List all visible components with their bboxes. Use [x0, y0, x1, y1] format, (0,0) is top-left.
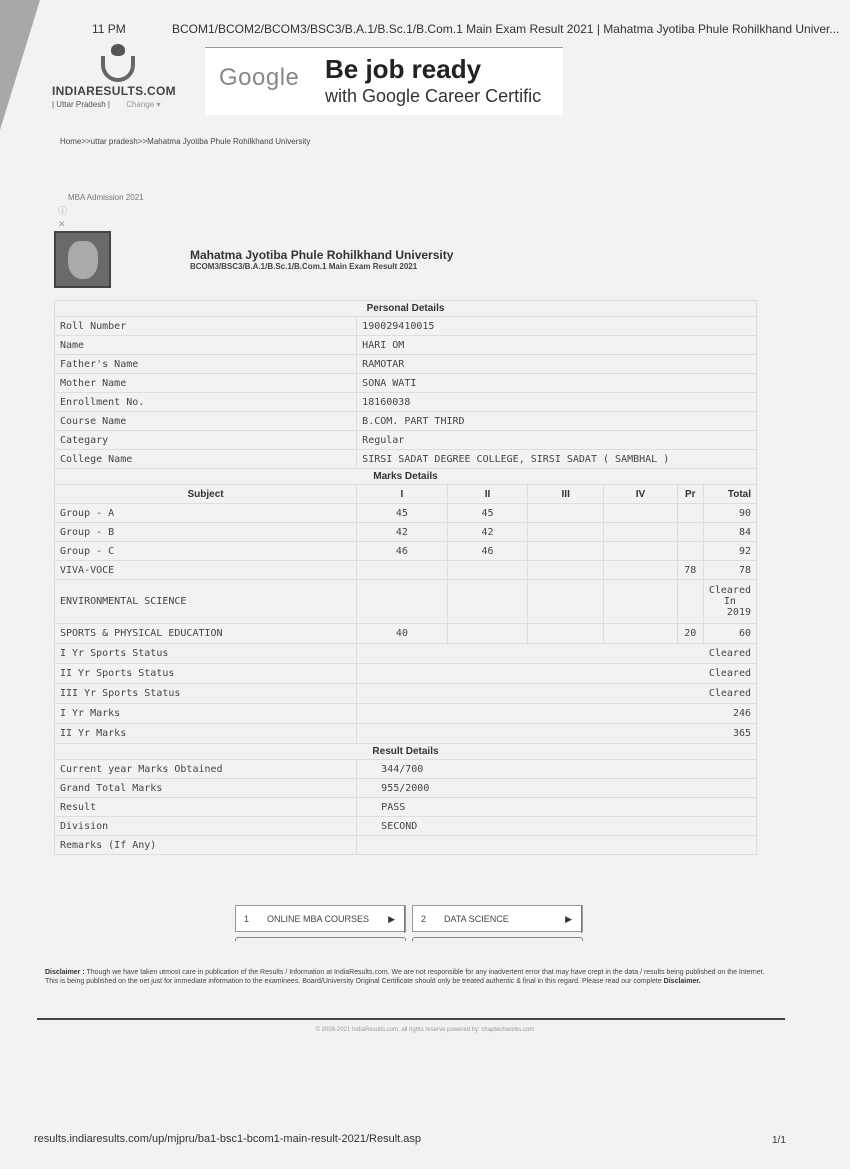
nav-underline: [235, 937, 406, 941]
logo-text: INDIARESULTS.COM: [52, 84, 176, 98]
col-paper-i: I: [357, 485, 447, 504]
field-label: Mother Name: [55, 374, 357, 393]
table-row: [55, 644, 757, 664]
google-logo: Google: [219, 64, 300, 91]
table-row: [55, 624, 757, 644]
mini-ad-label[interactable]: MBA Admission 2021: [68, 193, 144, 202]
exam-name: BCOM3/BSC3/B.A.1/B.Sc.1/B.Com.1 Main Exam Result 2021: [190, 262, 418, 271]
total-mark: 60: [703, 624, 756, 644]
result-label: Remarks (If Any): [55, 836, 357, 855]
status-label: II Yr Sports Status: [55, 664, 357, 684]
close-icon[interactable]: ✕: [58, 219, 66, 229]
table-row: [55, 817, 757, 836]
page-url: results.indiaresults.com/up/mjpru/ba1-bsc1-bcom1-main-result-2021/Result.asp: [34, 1133, 421, 1145]
status-label: I Yr Marks: [55, 704, 357, 724]
table-row: [55, 450, 757, 469]
field-label: Name: [55, 336, 357, 355]
paper-i-mark: [357, 580, 447, 624]
info-icon[interactable]: ⓘ: [58, 206, 68, 216]
col-subject: Subject: [55, 485, 357, 504]
paper-iii-mark: [528, 624, 604, 644]
table-row: [55, 561, 757, 580]
table-row: [55, 684, 757, 704]
field-value: Regular: [357, 431, 757, 450]
nav-label: ONLINE MBA COURSES: [267, 913, 370, 924]
field-value: HARI OM: [357, 336, 757, 355]
field-label: Categary: [55, 431, 357, 450]
paper-ii-mark: 42: [447, 523, 528, 542]
col-total: Total: [703, 485, 756, 504]
paper-ii-mark: [447, 580, 528, 624]
status-value: Cleared: [357, 644, 757, 664]
page-number: 1/1: [772, 1135, 786, 1146]
copyright: © 2009-2021 IndiaResults.com, all rights reserve powered by: chaptechworks.com: [315, 1027, 535, 1033]
total-mark: 84: [703, 523, 756, 542]
total-line: Cleared: [708, 585, 751, 596]
site-logo[interactable]: [52, 42, 192, 109]
field-label: Enrollment No.: [55, 393, 357, 412]
personal-details-heading: Personal Details: [55, 301, 757, 317]
result-details-heading: Result Details: [55, 744, 757, 760]
field-label: Father's Name: [55, 355, 357, 374]
disclaimer-lead: Disclaimer :: [45, 969, 85, 976]
paper-iv-mark: [604, 624, 678, 644]
table-row: [55, 393, 757, 412]
page-title: BCOM1/BCOM2/BCOM3/BSC3/B.A.1/B.Sc.1/B.Com.1 Main Exam Result 2021 | Mahatma Jyotiba Phule Rohilkhand Univer...: [172, 22, 840, 36]
paper-i-mark: 45: [357, 504, 447, 523]
paper-i-mark: [357, 561, 447, 580]
logo-person-icon: [97, 42, 137, 84]
practical-mark: 78: [677, 561, 703, 580]
paper-iii-mark: [528, 504, 604, 523]
practical-mark: [677, 542, 703, 561]
table-row: [55, 798, 757, 817]
table-row: [55, 704, 757, 724]
marks-details-heading: Marks Details: [55, 469, 757, 485]
practical-mark: [677, 580, 703, 624]
result-value: [357, 836, 757, 855]
paper-iv-mark: [604, 561, 678, 580]
result-value: PASS: [357, 798, 757, 817]
field-value: SIRSI SADAT DEGREE COLLEGE, SIRSI SADAT ( SAMBHAL ): [357, 450, 757, 469]
field-value: 18160038: [357, 393, 757, 412]
table-row: [55, 664, 757, 684]
table-row: [55, 779, 757, 798]
paper-i-mark: 46: [357, 542, 447, 561]
status-value: Cleared: [357, 684, 757, 704]
table-row: [55, 760, 757, 779]
table-row: [55, 523, 757, 542]
practical-mark: [677, 504, 703, 523]
result-value: 955/2000: [357, 779, 757, 798]
nav-label: DATA SCIENCE: [444, 913, 509, 924]
result-label: Grand Total Marks: [55, 779, 357, 798]
table-row: [55, 336, 757, 355]
nav-link-online-mba[interactable]: [235, 905, 406, 932]
col-paper-iv: IV: [604, 485, 678, 504]
col-practical: Pr: [677, 485, 703, 504]
status-value: 365: [357, 724, 757, 744]
table-row: [55, 836, 757, 855]
total-mark: [703, 580, 756, 624]
field-value: 190029410015: [357, 317, 757, 336]
page-corner-fold: [0, 0, 40, 130]
change-state-link[interactable]: Change ▾: [126, 100, 161, 109]
paper-iv-mark: [604, 542, 678, 561]
table-row: [55, 724, 757, 744]
print-time: 11 PM: [92, 22, 126, 36]
status-label: III Yr Sports Status: [55, 684, 357, 704]
nav-number: 1: [244, 913, 250, 924]
play-arrow-icon: ▶: [388, 914, 395, 924]
paper-iv-mark: [604, 580, 678, 624]
subject-name: ENVIRONMENTAL SCIENCE: [55, 580, 357, 624]
table-row: [55, 412, 757, 431]
col-paper-ii: II: [447, 485, 528, 504]
field-label: College Name: [55, 450, 357, 469]
ad-subline: with Google Career Certific: [325, 86, 542, 106]
status-value: Cleared: [357, 664, 757, 684]
paper-ii-mark: 46: [447, 542, 528, 561]
practical-mark: [677, 523, 703, 542]
result-label: Division: [55, 817, 357, 836]
nav-divider: [404, 906, 405, 933]
field-label: Course Name: [55, 412, 357, 431]
state-label: | Uttar Pradesh |: [52, 100, 110, 109]
ad-headline: Be job ready: [325, 54, 482, 84]
paper-i-mark: 40: [357, 624, 447, 644]
result-table: [54, 300, 757, 855]
field-value: B.COM. PART THIRD: [357, 412, 757, 431]
nav-number: 2: [421, 913, 427, 924]
nav-divider: [581, 906, 582, 933]
table-row: [55, 374, 757, 393]
subject-name: Group - B: [55, 523, 357, 542]
result-label: Current year Marks Obtained: [55, 760, 357, 779]
paper-i-mark: 42: [357, 523, 447, 542]
result-label: Result: [55, 798, 357, 817]
total-mark: 92: [703, 542, 756, 561]
field-value: RAMOTAR: [357, 355, 757, 374]
practical-mark: 20: [677, 624, 703, 644]
google-ad-banner[interactable]: [205, 47, 563, 115]
paper-iii-mark: [528, 542, 604, 561]
subject-name: VIVA-VOCE: [55, 561, 357, 580]
table-row: [55, 580, 757, 624]
paper-ii-mark: [447, 624, 528, 644]
result-value: 344/700: [357, 760, 757, 779]
col-paper-iii: III: [528, 485, 604, 504]
mini-ad[interactable]: [58, 193, 144, 230]
field-value: SONA WATI: [357, 374, 757, 393]
total-mark: 78: [703, 561, 756, 580]
play-arrow-icon: ▶: [565, 914, 572, 924]
nav-underline: [412, 937, 583, 941]
paper-iii-mark: [528, 561, 604, 580]
status-label: I Yr Sports Status: [55, 644, 357, 664]
paper-ii-mark: 45: [447, 504, 528, 523]
university-name: Mahatma Jyotiba Phule Rohilkhand University: [190, 248, 454, 262]
status-label: II Yr Marks: [55, 724, 357, 744]
paper-iii-mark: [528, 523, 604, 542]
table-row: [55, 317, 757, 336]
table-row: [55, 355, 757, 374]
total-line: 2019: [726, 607, 751, 618]
disclaimer: [45, 968, 765, 986]
disclaimer-text: Though we have taken utmost care in publication of the Results / Information at IndiaResults.com. We are not responsible for any inadvertent error that may have crept in the data / results being published on the Internet. This is being published on the net just for immediate information to the examinees. Board/University Original Certificate should only be treated authentic & final in this regard. Please read our complete: [45, 969, 765, 985]
disclaimer-link[interactable]: Disclaimer.: [663, 978, 701, 985]
paper-iv-mark: [604, 523, 678, 542]
table-row: [55, 542, 757, 561]
nav-link-data-science[interactable]: [412, 905, 583, 932]
university-seal-icon: [54, 231, 111, 288]
footer-divider: [37, 1018, 785, 1020]
table-row: [55, 504, 757, 523]
total-mark: 90: [703, 504, 756, 523]
total-line: In: [723, 596, 736, 607]
state-selector[interactable]: [52, 100, 192, 109]
paper-iii-mark: [528, 580, 604, 624]
result-value: SECOND: [357, 817, 757, 836]
status-value: 246: [357, 704, 757, 724]
subject-name: Group - C: [55, 542, 357, 561]
subject-name: Group - A: [55, 504, 357, 523]
paper-ii-mark: [447, 561, 528, 580]
breadcrumb[interactable]: Home>>uttar pradesh>>Mahatma Jyotiba Phule Rohilkhand University: [60, 137, 311, 146]
paper-iv-mark: [604, 504, 678, 523]
table-row: [55, 431, 757, 450]
marks-header-row: [55, 485, 757, 504]
field-label: Roll Number: [55, 317, 357, 336]
subject-name: SPORTS & PHYSICAL EDUCATION: [55, 624, 357, 644]
